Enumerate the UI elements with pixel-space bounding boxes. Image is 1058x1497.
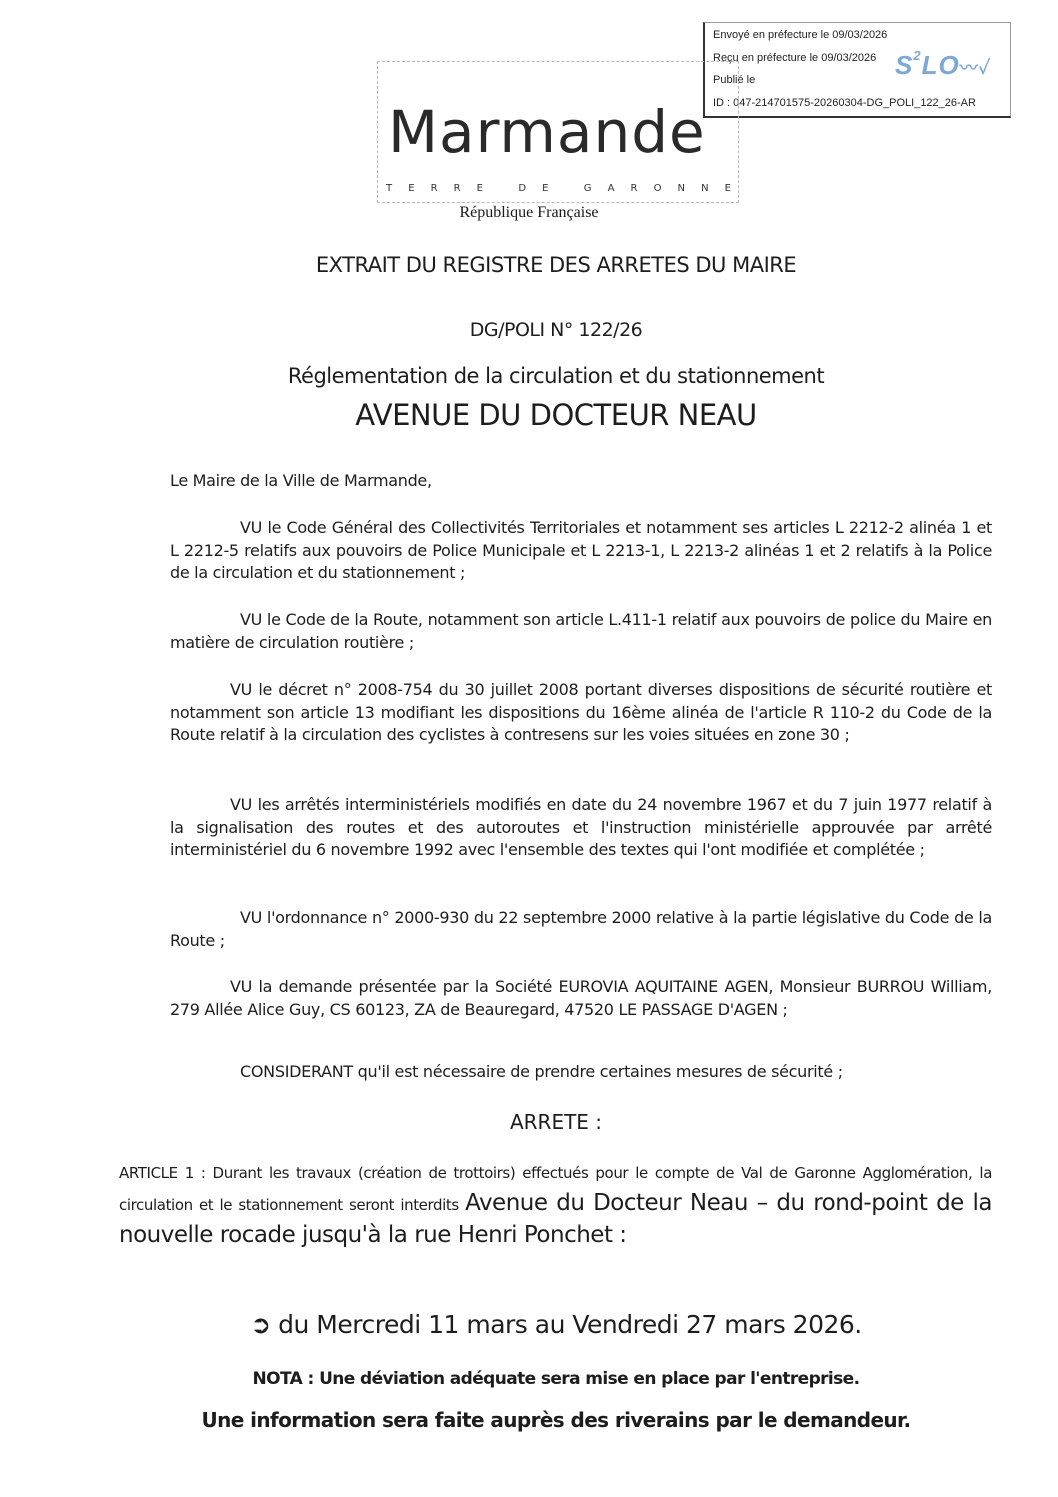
stamp-id: ID : 047-214701575-20260304-DG_POLI_122_26-AR — [713, 96, 976, 109]
tagline-letter: O — [653, 183, 662, 194]
tagline-letter: A — [607, 183, 615, 194]
s2lo-logo: $S^2LO$〰✓ — [895, 48, 992, 80]
article-1 — [119, 1158, 992, 1252]
tagline-letter: E — [724, 183, 731, 194]
stamp-published: Publié le — [713, 74, 756, 86]
tagline-letter: T — [386, 183, 393, 194]
republique-francaise: République Française — [459, 204, 599, 221]
vu-cgct: VU le Code Général des Collectivités Territoriales et notamment ses articles L 2212-2 alinéa 1 et L 2212-5 relatifs aux pouvoirs de Police Municipale et L 2213-1, L 2213-2 alinéas 1 et 2 relatifs à la Police de la circulation et du stationnement ; — [170, 518, 992, 582]
tagline-letter: E — [476, 183, 483, 194]
date-range — [110, 1310, 1002, 1339]
marmande-logo: Marmande — [388, 98, 706, 166]
vu-demande: VU la demande présentée par la Société EUROVIA AQUITAINE AGEN, Monsieur BURROU William, 279 Allée Alice Guy, CS 60123, ZA de Beauregard, 47520 LE PASSAGE D'AGEN ; — [170, 977, 992, 1019]
tagline-letter: N — [701, 183, 709, 194]
stamp-sent: Envoyé en préfecture le 09/03/2026 — [713, 29, 888, 41]
vu-ordonnance: VU l'ordonnance n° 2000-930 du 22 septembre 2000 relative à la partie législative du Code de la Route ; — [170, 908, 992, 950]
stamp-received: Reçu en préfecture le 09/03/2026 — [713, 51, 877, 64]
information-notice: Une information sera faite auprès des riverains par le demandeur. — [201, 1408, 911, 1432]
article-1-street: Avenue du Docteur Neau — [465, 1190, 748, 1216]
subject: Réglementation de la circulation et du stationnement — [287, 364, 825, 388]
date-range-text: du Mercredi 11 mars au Vendredi 27 mars 2026. — [278, 1310, 862, 1339]
reference-number: DG/POLI N° 122/26 — [469, 319, 643, 341]
article-1-text: ARTICLE 1 : Durant les travaux (création de trottoirs) effectués pour le compte de Val de Garonne Agglomération, la circulation et le stationnement seront interdits — [119, 1164, 992, 1214]
vu-decret: VU le décret n° 2008-754 du 30 juillet 2008 portant diverses dispositions de sécurité routière et notamment son article 13 modifiant les dispositions du 16ème alinéa de l'article R 110-2 du Code de la Route relatif à la circulation des cyclistes à contresens sur les voies situées en zone 30 ; — [170, 680, 992, 744]
vu-arretes: VU les arrêtés interministériels modifiés en date du 24 novembre 1967 et du 7 juin 1977 relatif à la signalisation des routes et des autoroutes et l'instruction ministérielle approuvée par arrêté interministériel du 6 novembre 1992 avec l'ensemble des textes qui l'ont modifiée et complétée ; — [170, 795, 992, 859]
bird-icon: 〰✓ — [959, 58, 992, 78]
tagline-letter: N — [677, 183, 685, 194]
arrow-icon: ➲ — [250, 1310, 271, 1339]
vu-code-route: VU le Code de la Route, notamment son article L.411-1 relatif aux pouvoirs de police du Maire en matière de circulation routière ; — [170, 610, 992, 652]
tagline-letter: E — [542, 183, 549, 194]
intro: Le Maire de la Ville de Marmande, — [170, 471, 432, 490]
tagline-letter: D — [518, 183, 527, 194]
tagline-letter: R — [453, 183, 461, 194]
tagline-letter — [565, 183, 568, 194]
considerant: CONSIDERANT qu'il est nécessaire de prendre certaines mesures de sécurité ; — [240, 1062, 843, 1081]
tagline-letter: R — [630, 183, 638, 194]
street-title: AVENUE DU DOCTEUR NEAU — [355, 398, 757, 432]
nota: NOTA : Une déviation adéquate sera mise en place par l'entreprise. — [252, 1369, 860, 1389]
article-1-range: – du rond-point de la nouvelle rocade jusqu'à la rue Henri Ponchet : — [119, 1190, 993, 1248]
tagline-letter: G — [583, 183, 592, 194]
logo-tagline — [386, 183, 731, 194]
tagline-letter: R — [430, 183, 438, 194]
document-title: EXTRAIT DU REGISTRE DES ARRETES DU MAIRE — [315, 253, 797, 277]
arrete-heading: ARRETE : — [509, 1110, 603, 1134]
tagline-letter — [499, 183, 502, 194]
tagline-letter: E — [408, 183, 415, 194]
